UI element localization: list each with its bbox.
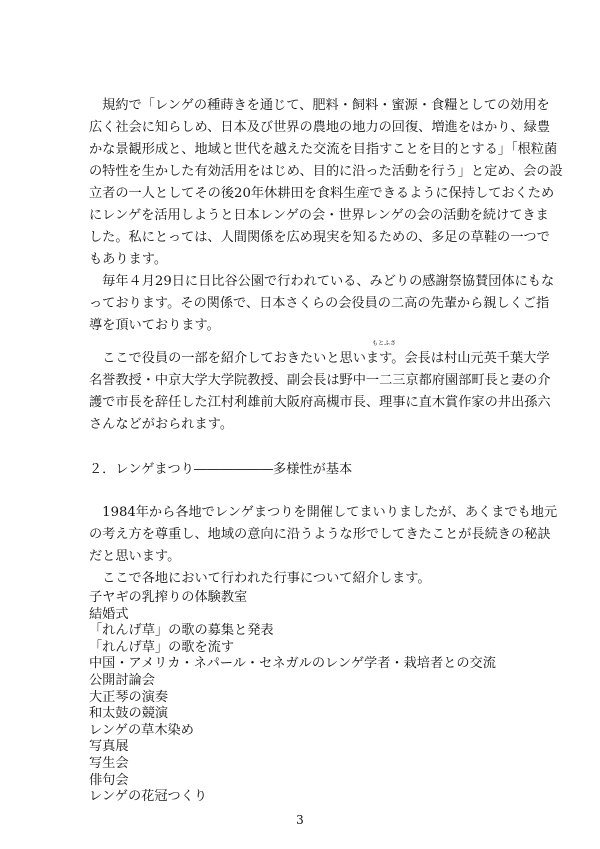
section-heading: ２．レンゲまつり――――――多様性が基本 <box>89 462 353 477</box>
list-item: 「れんげ草」の歌の募集と発表 <box>89 623 274 639</box>
list-item: 公開討論会 <box>89 673 155 688</box>
text-line: 名誉教授・中京大学大学院教授、副会長は野中一二三京都府園部町長と妻の介 <box>89 373 551 388</box>
list-item: 「れんげ草」の歌を流す <box>89 639 235 655</box>
text-line: にレンゲを活用しようと日本レンゲの会・世界レンゲの会の活動を続けてきま <box>89 208 549 223</box>
text-line: だと思います。 <box>89 549 181 564</box>
text-line: 毎年４月29日に日比谷公園で行われている、みどりの感謝祭協賛団体にもな <box>89 274 555 289</box>
list-item: 結婚式 <box>89 606 129 622</box>
text-line: もあります。 <box>89 252 168 267</box>
text-line: の考え方を尊重し、地域の意向に沿うような形でしてきたことが長続きの秘訣 <box>89 527 551 542</box>
list-item: レンゲの花冠つくり <box>89 789 208 805</box>
text-line: っております。その関係で、日本さくらの会役員の二高の先輩から親しくご指 <box>89 296 550 311</box>
list-item: 俳句会 <box>89 772 129 788</box>
text-line: ここで役員の一部を紹介しておきたいと思います。会長は村山元英千葉大学 <box>89 351 550 366</box>
list-item: レンゲの草木染め <box>89 722 194 738</box>
text-line: 規約で「レンゲの種蒔きを通じて、肥料・飼料・蜜源・食糧としての効用を <box>89 98 550 113</box>
text-line: さんなどがおられます。 <box>89 417 234 432</box>
page-number: 3 <box>296 812 304 827</box>
text-line: した。私にとっては、人間関係を広め現実を知るための、多足の草鞋の一つで <box>89 230 550 245</box>
list-item: 中国・アメリカ・ネパール・セネガルのレンゲ学者・栽培者との交流 <box>89 656 496 672</box>
ruby-annotation: もとふさ <box>372 340 397 347</box>
text-line: 立者の一人としてその後20年休耕田を食料生産できるように保持しておくため <box>89 186 555 201</box>
list-item: 大正琴の演奏 <box>89 689 169 705</box>
text-line: 1984年から各地でレンゲまつりを開催してまいりましたが、あくまでも地元 <box>89 505 558 520</box>
text-line: の特性を生かした有効活用をはじめ、目的に沿った活動を行う」と定め、会の設 <box>89 164 563 179</box>
text-line: 広く社会に知らしめ、日本及び世界の農地の地力の回復、増進をはかり、緑豊 <box>89 120 551 135</box>
text-line: かな景観形成と、地域と世代を越えた交流を目指すことを目的とする」「根粒菌 <box>89 142 558 157</box>
text-line: 護で市長を辞任した江村利雄前大阪府高槻市長、理事に直木賞作家の井出孫六 <box>89 395 551 410</box>
list-item: 子ヤギの乳搾りの体験教室 <box>89 590 248 605</box>
list-item: 和太鼓の競演 <box>89 706 169 722</box>
list-item: 写真展 <box>89 739 129 755</box>
list-item: 写生会 <box>89 756 129 771</box>
text-line: 導を頂いております。 <box>89 318 220 333</box>
text-line: ここで各地において行われた行事について紹介します。 <box>89 571 431 586</box>
